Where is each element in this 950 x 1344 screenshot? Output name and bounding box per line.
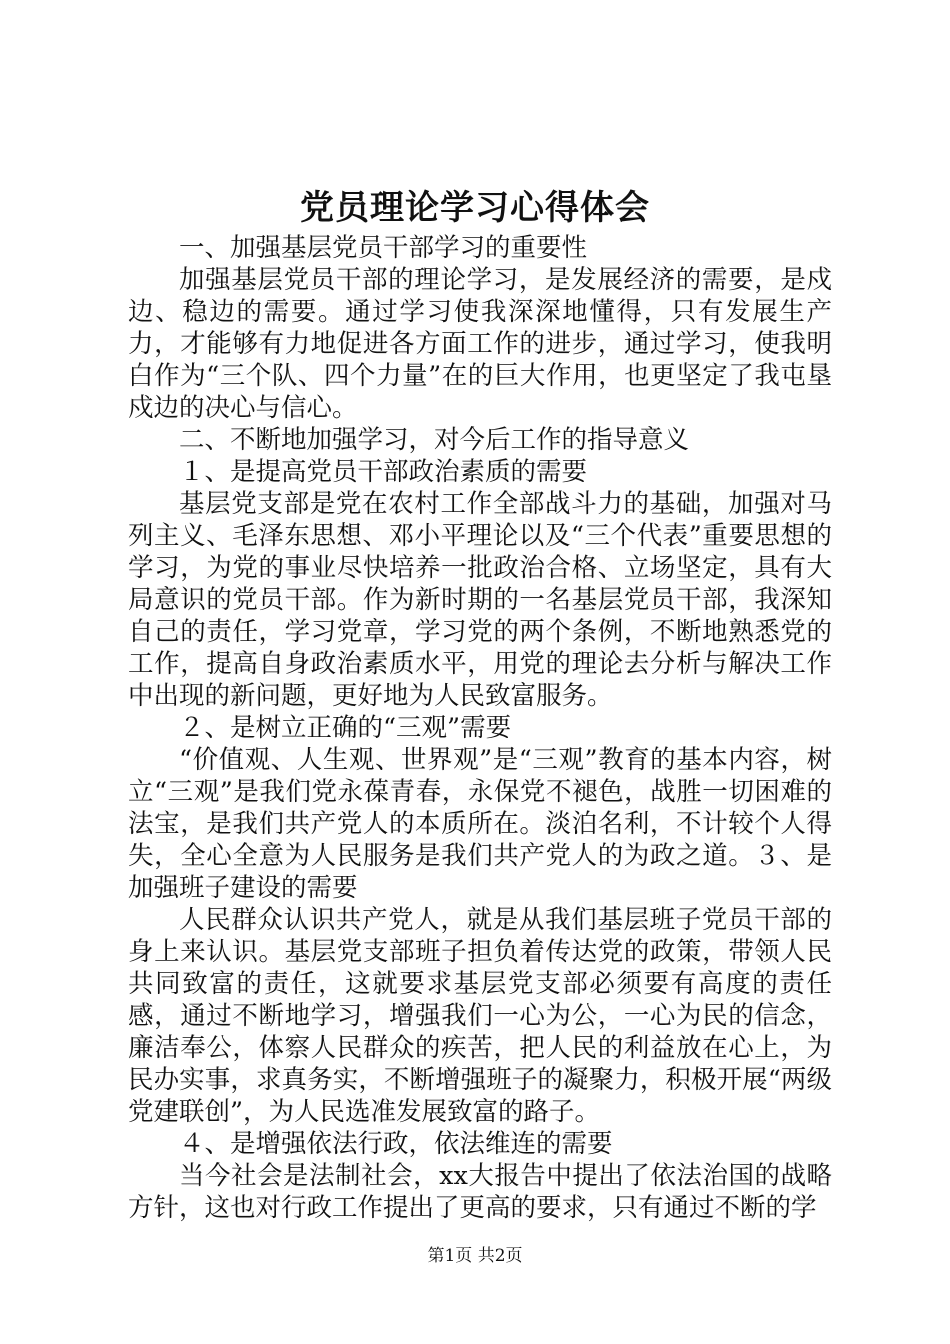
section-heading-1: 一、加强基层党员干部学习的重要性 — [179, 233, 588, 263]
subsection-heading-4: ４、是增强依法行政，依法维连的需要 — [179, 1129, 613, 1159]
paragraph-1: 加强基层党员干部的理论学习，是发展经济的需要，是戍边、稳边的需要。通过学习使我深深地懂得，只有发展生产力，才能够有力地促进各方面工作的进步，通过学习，使我明白作为“三个队、四个力量”在的巨大作用，也更坚定了我屯垦戍边的决心与信心。 — [128, 265, 832, 423]
page-footer: 第1页 共2页 — [427, 1246, 523, 1266]
section-heading-2: 二、不断地加强学习，对今后工作的指导意义 — [179, 425, 690, 455]
paragraph-2: 基层党支部是党在农村工作全部战斗力的基础，加强对马列主义、毛泽东思想、邓小平理论以及“三个代表”重要思想的学习，为党的事业尽快培养一批政治合格、立场坚定，具有大局意识的党员干部。作为新时期的一名基层党员干部，我深知自己的责任，学习党章，学习党的两个条例，不断地熟悉党的工作，提高自身政治素质水平，用党的理论去分析与解决工作中出现的新问题，更好地为人民致富服务。 — [128, 489, 832, 711]
document-title: 党员理论学习心得体会 — [300, 188, 650, 228]
paragraph-3: “价值观、人生观、世界观”是“三观”教育的基本内容，树立“三观”是我们党永葆青春，永保党不褪色，战胜一切困难的法宝，是我们共产党人的本质所在。淡泊名利，不计较个人得失，全心全意为人民服务是我们共产党人的为政之道。３、是加强班子建设的需要 — [128, 745, 832, 903]
subsection-heading-1: １、是提高党员干部政治素质的需要 — [179, 457, 588, 487]
document-body — [128, 232, 832, 1224]
paragraph-4: 人民群众认识共产党人，就是从我们基层班子党员干部的身上来认识。基层党支部班子担负着传达党的政策，带领人民共同致富的责任，这就要求基层党支部必须要有高度的责任感，通过不断地学习，增强我们一心为公，一心为民的信念，廉洁奉公，体察人民群众的疾苦，把人民的利益放在心上，为民办实事，求真务实，不断增强班子的凝聚力，积极开展“两级党建联创”，为人民选准发展致富的路子。 — [128, 905, 832, 1127]
subsection-heading-2: ２、是树立正确的“三观”需要 — [179, 713, 512, 743]
paragraph-5: 当今社会是法制社会，xx大报告中提出了依法治国的战略方针，这也对行政工作提出了更高的要求，只有通过不断的学 — [128, 1161, 832, 1223]
